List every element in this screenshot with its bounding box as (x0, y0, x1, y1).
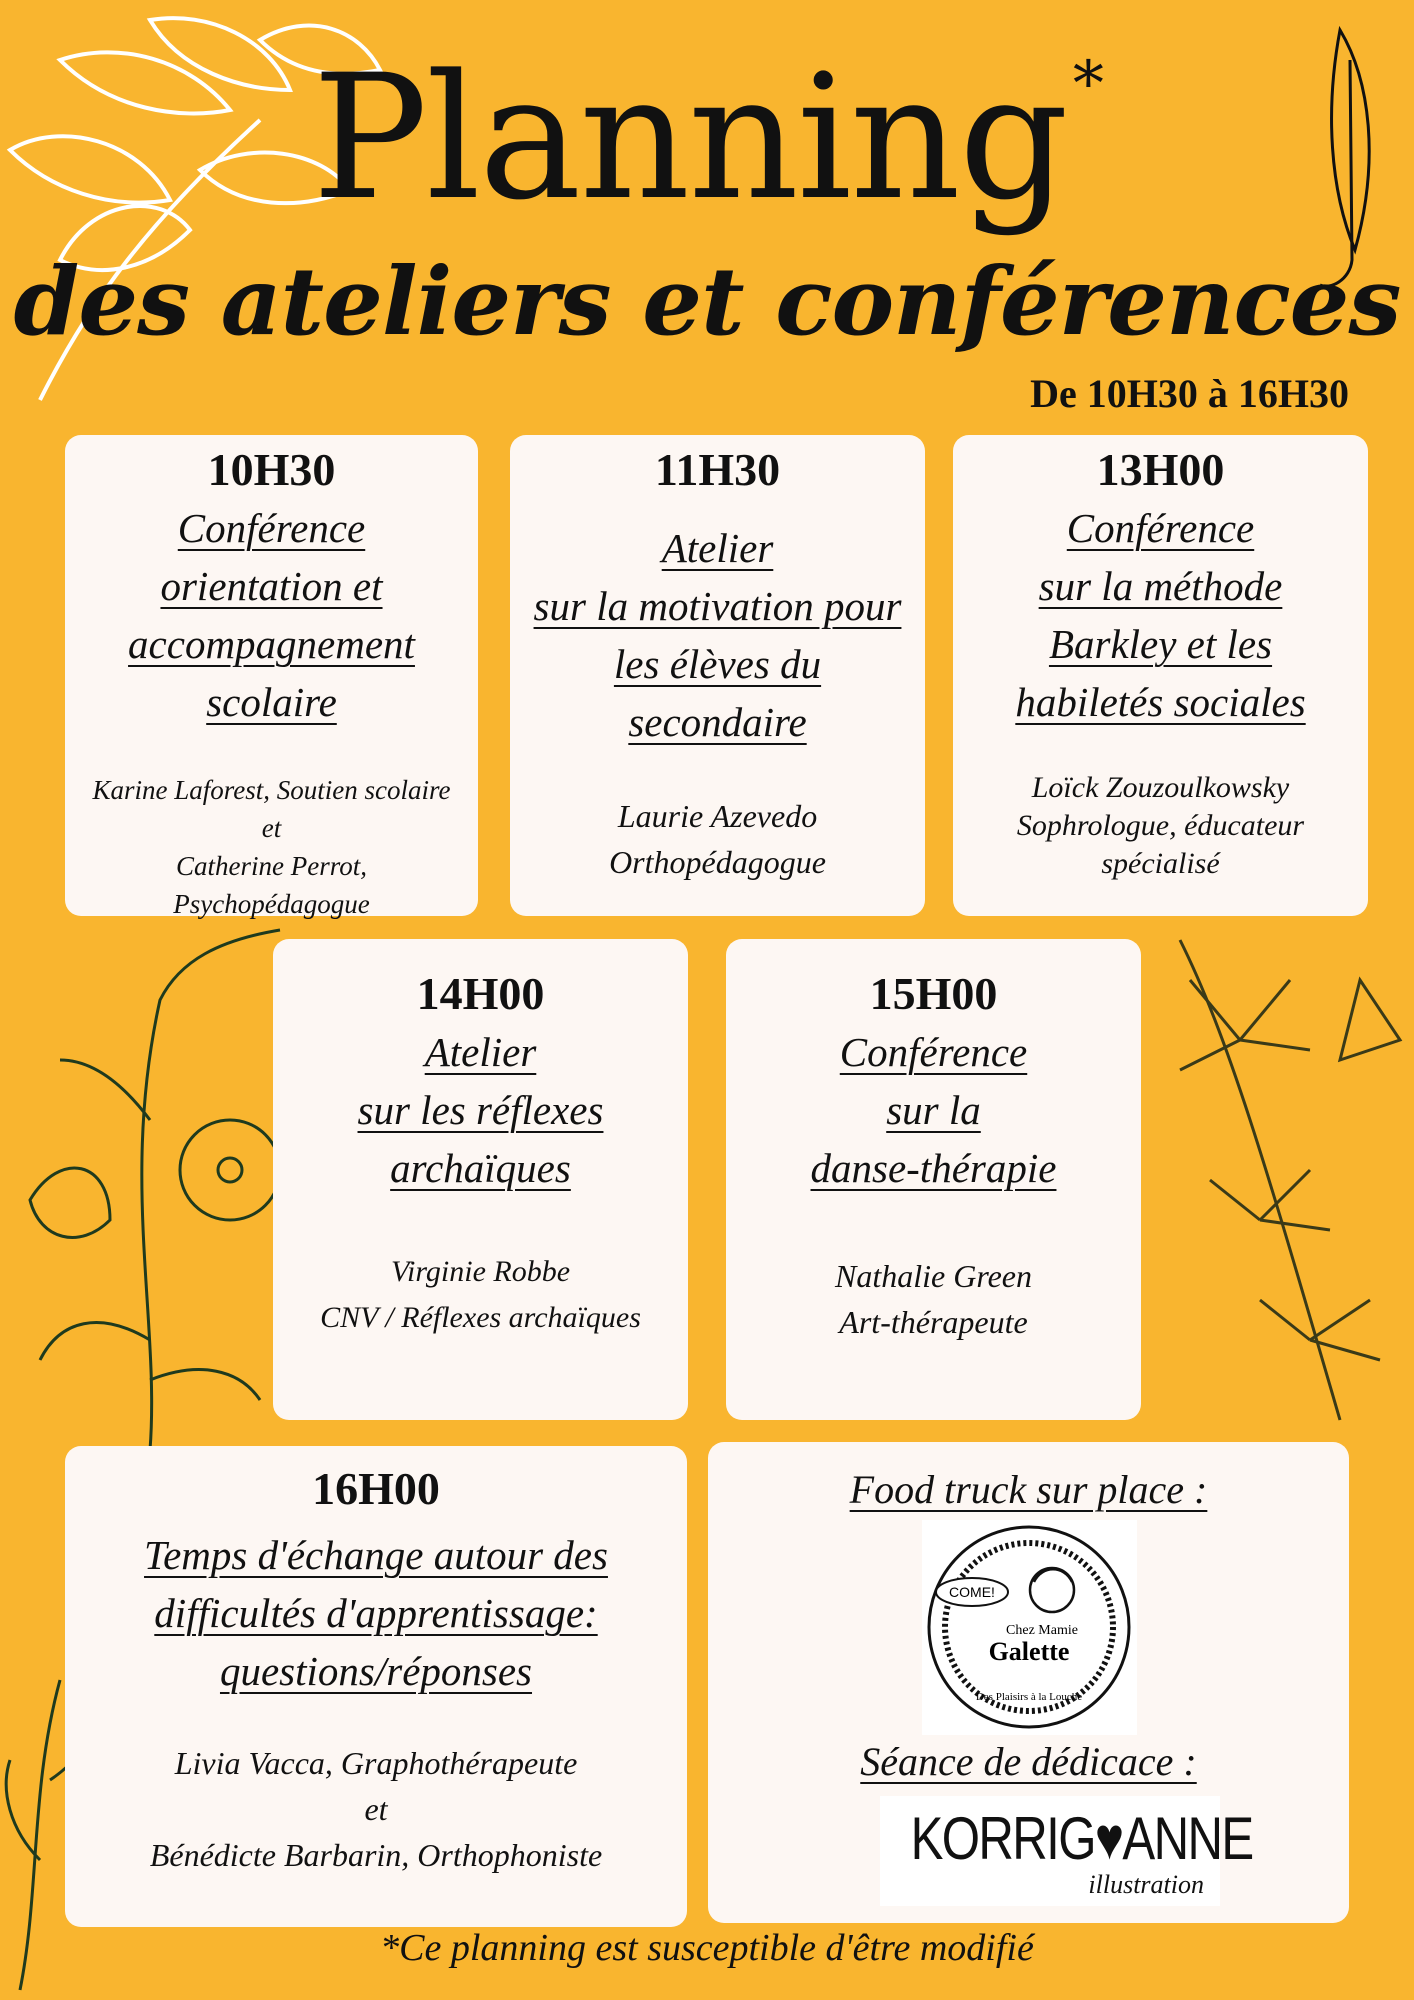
session-speaker: Nathalie Green Art-thérapeute (835, 1258, 1032, 1340)
session-time: 10H30 (207, 444, 336, 495)
session-card-1400 (273, 939, 688, 1420)
food-truck-label: Food truck sur place : (849, 1467, 1208, 1512)
event-hours: De 10H30 à 16H30 (1030, 371, 1349, 416)
page-subtitle: des ateliers et conférences (13, 247, 1401, 357)
logo-ring-text: Des Plaisirs à la Louche (975, 1691, 1083, 1703)
flower-left-decoration (0, 920, 300, 1460)
session-card-1130 (510, 435, 925, 916)
session-time: 11H30 (654, 444, 781, 495)
leaves-right-decoration (1140, 920, 1414, 1440)
logo-line2: Galette (988, 1637, 1070, 1666)
session-topic: Atelier sur les réflexes archaïques (357, 1029, 604, 1191)
session-topic: Conférence orientation et accompagnement scolaire (128, 505, 415, 725)
session-speaker: Laurie Azevedo Orthopédagogue (609, 798, 826, 880)
korriganne-logo-word: KORRIG♥ANNE (910, 1805, 1253, 1872)
session-speaker: Loïck Zouzoulkowsky Sophrologue, éducateur spécialisé (1016, 771, 1305, 880)
korriganne-logo (880, 1796, 1253, 1906)
session-time: 15H00 (869, 968, 998, 1019)
logo-bubble-text: COME! (949, 1584, 995, 1600)
title-asterisk: * (1072, 47, 1102, 120)
session-speaker: Karine Laforest, Soutien scolaire et Catherine Perrot, Psychopédagogue (92, 775, 451, 919)
logo-line1: Chez Mamie (1006, 1623, 1078, 1638)
session-speaker: Livia Vacca, Graphothérapeute et Bénédicte Barbarin, Orthophoniste (149, 1745, 603, 1873)
session-card-1500 (726, 939, 1141, 1420)
korriganne-logo-sub: illustration (1088, 1870, 1204, 1899)
session-time: 16H00 (312, 1463, 440, 1514)
chez-mamie-galette-logo (922, 1520, 1137, 1735)
session-time: 14H00 (416, 968, 545, 1019)
session-topic: Atelier sur la motivation pour les élèves du secondaire (533, 525, 902, 745)
session-topic: Temps d'échange autour des difficultés d'apprentissage: questions/réponses (144, 1532, 608, 1694)
session-topic: Conférence sur la danse-thérapie (810, 1029, 1057, 1191)
session-topic: Conférence sur la méthode Barkley et les habiletés sociales (1015, 505, 1306, 725)
session-speaker: Virginie Robbe CNV / Réflexes archaïques (320, 1255, 641, 1334)
page-title (0, 37, 1414, 238)
footnote: *Ce planning est susceptible d'être modifié (380, 1927, 1034, 1969)
session-card-1030 (65, 435, 478, 919)
page-title-text: Planning (312, 37, 1067, 238)
dedicace-label: Séance de dédicace : (860, 1739, 1197, 1784)
session-card-1300 (953, 435, 1368, 916)
session-card-1600 (65, 1446, 687, 1927)
session-time: 13H00 (1096, 444, 1225, 495)
